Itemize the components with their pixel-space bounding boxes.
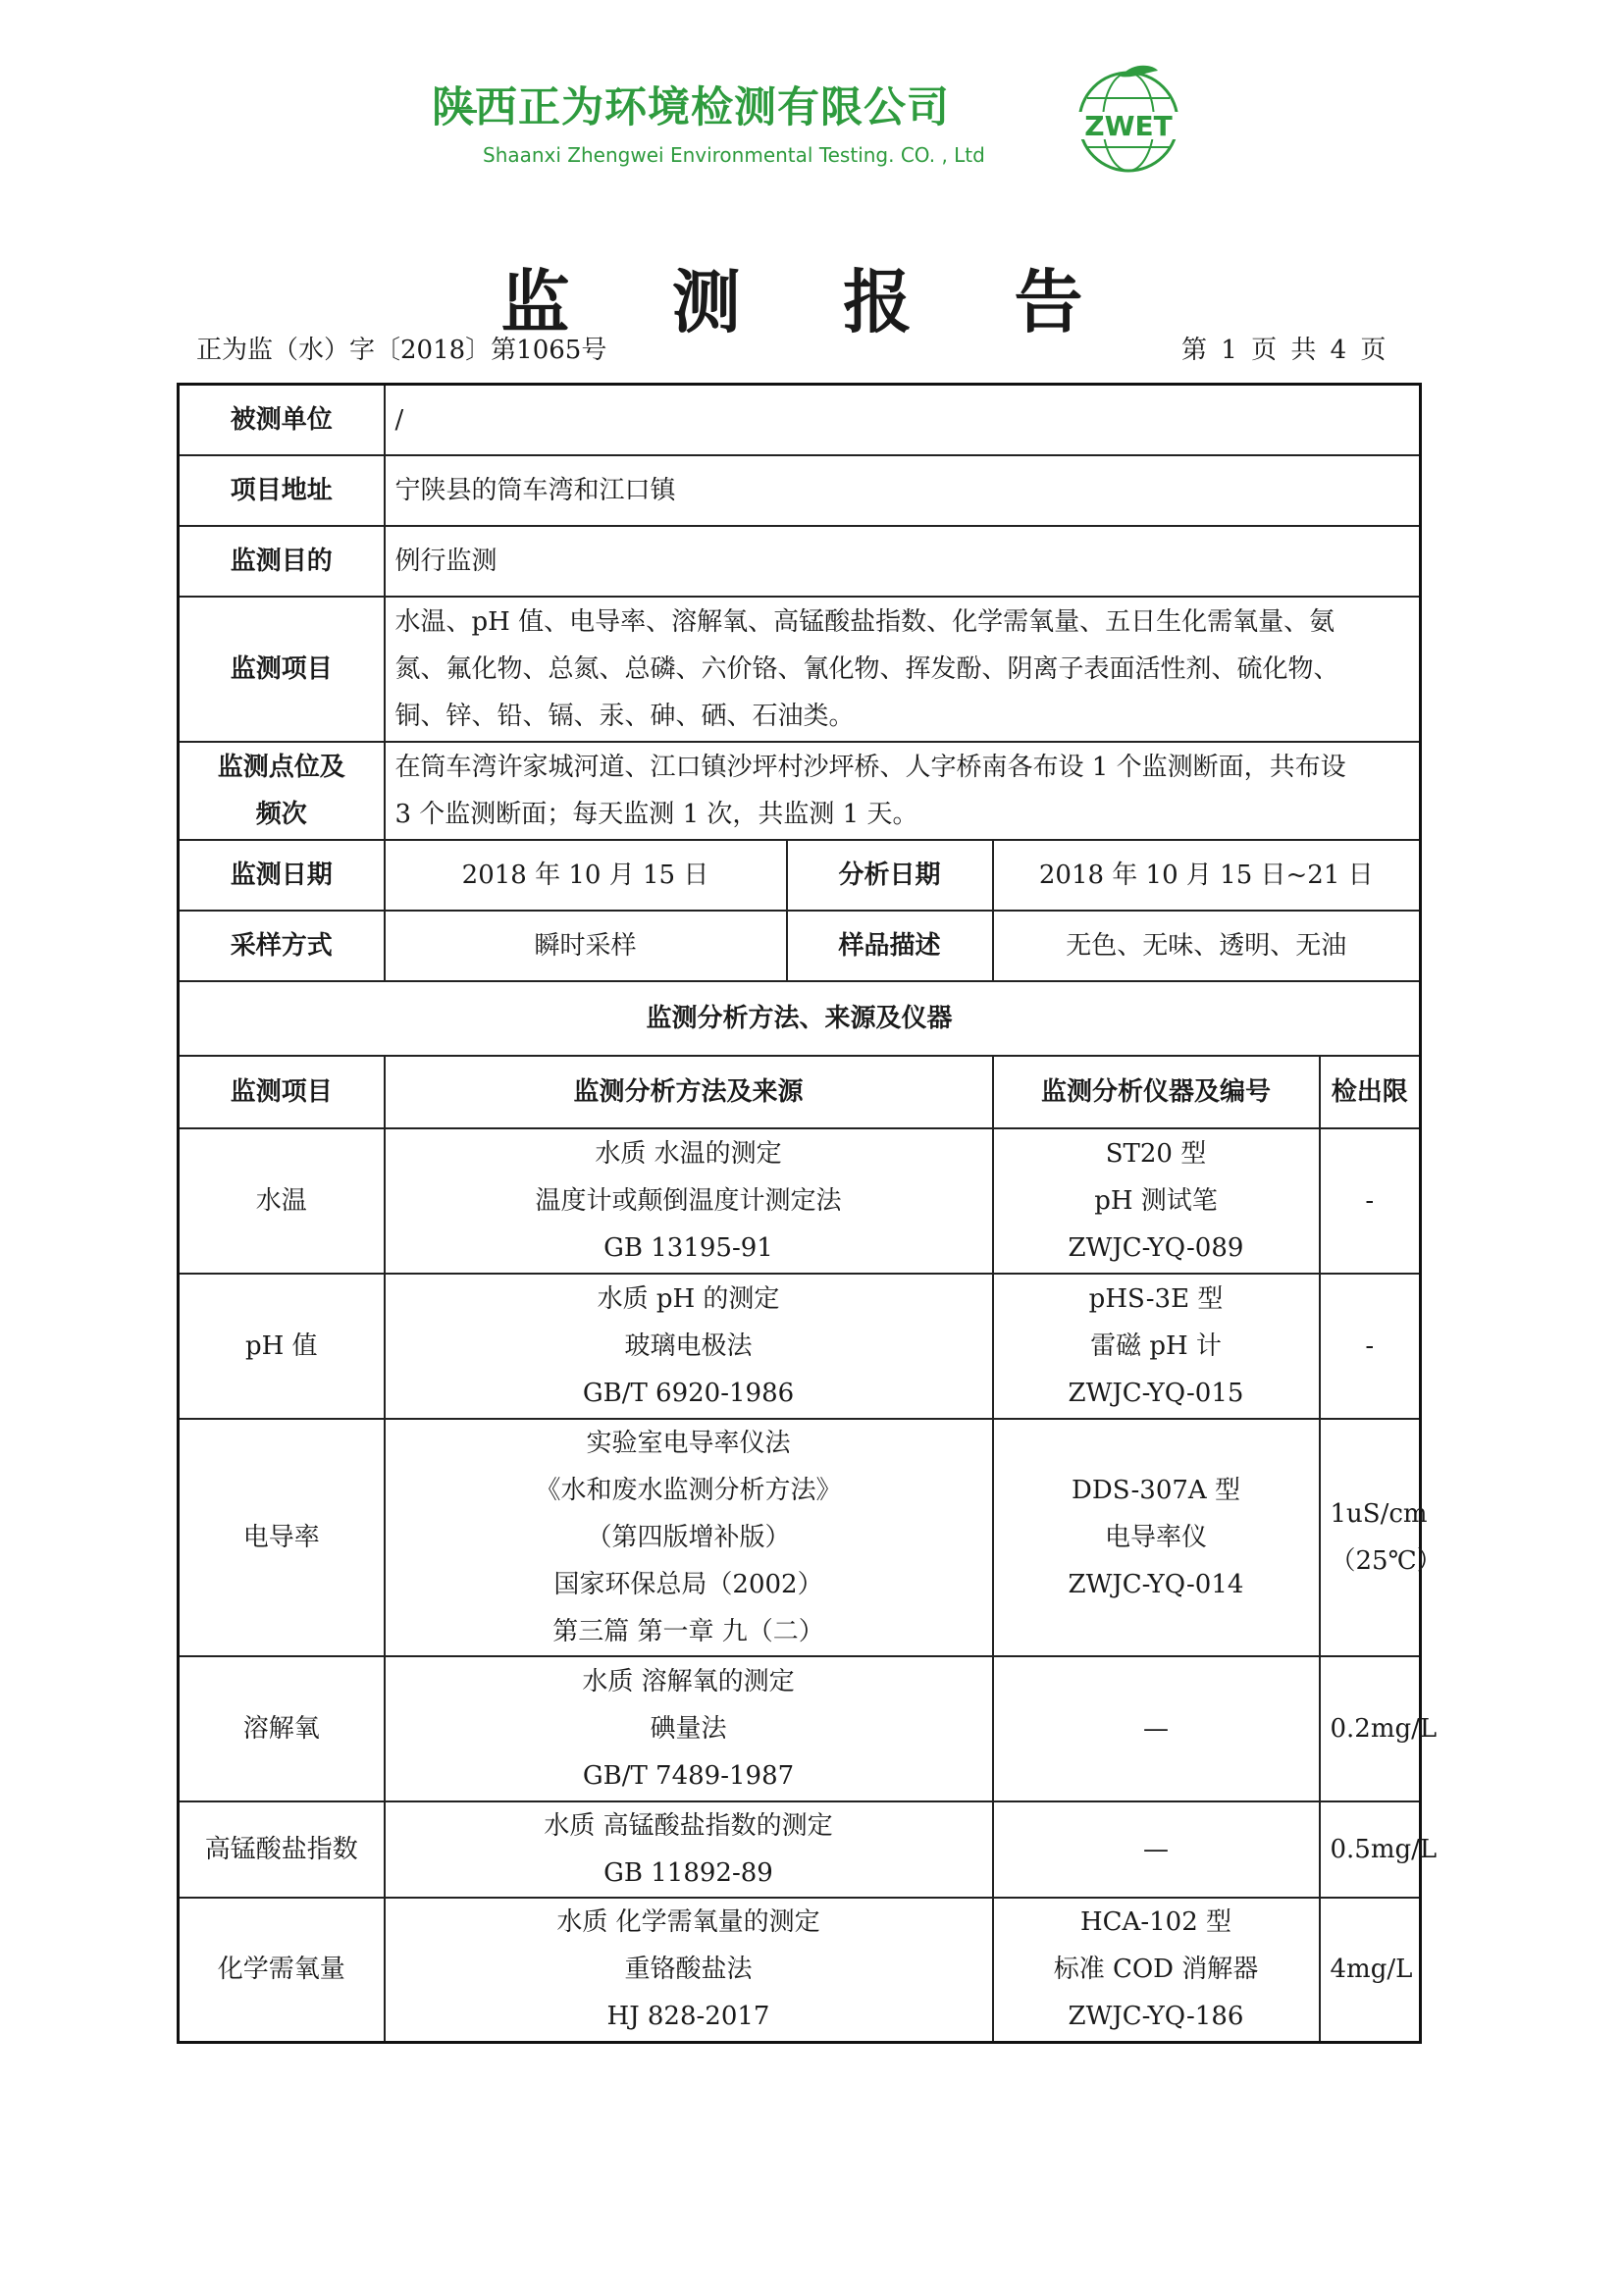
company-name-cn: 陕西正为环境检测有限公司 — [432, 83, 950, 132]
col-header-instrument: 监测分析仪器及编号 — [993, 1056, 1320, 1128]
methods-section-title: 监测分析方法、来源及仪器 — [179, 981, 1421, 1056]
instrument-line: 雷磁 pH 计 — [1090, 1331, 1222, 1361]
points-value — [385, 742, 1421, 840]
info-row-points — [179, 742, 1421, 840]
points-line: 在筒车湾许家城河道、江口镇沙坪村沙坪桥、人字桥南各布设 1 个监测断面，共布设 — [394, 752, 1346, 782]
method-line: 国家环保总局（2002） — [553, 1569, 823, 1599]
method-line: GB/T 7489-1987 — [582, 1760, 795, 1791]
row-item: 高锰酸盐指数 — [179, 1801, 385, 1898]
row-item: 电导率 — [179, 1419, 385, 1656]
info-row-address — [179, 455, 1421, 526]
sampling-value: 瞬时采样 — [385, 911, 787, 981]
row-method — [385, 1801, 993, 1898]
instrument-line: HCA-102 型 — [1079, 1907, 1232, 1938]
company-logo-icon — [1060, 61, 1197, 177]
table-row — [179, 1419, 1421, 1656]
items-line: 水温、pH 值、电导率、溶解氧、高锰酸盐指数、化学需氧量、五日生化需氧量、氨 — [394, 606, 1335, 637]
row-limit: - — [1320, 1274, 1421, 1419]
analysis-date-label: 分析日期 — [787, 840, 993, 911]
row-instrument: — — [993, 1801, 1320, 1898]
address-value: 宁陕县的筒车湾和江口镇 — [385, 455, 1421, 526]
row-instrument — [993, 1898, 1320, 2043]
company-name-en: Shaanxi Zhengwei Environmental Testing. CO. , Ltd — [483, 143, 985, 167]
items-line: 氮、氟化物、总氮、总磷、六价铬、氰化物、挥发酚、阴离子表面活性剂、硫化物、 — [394, 653, 1339, 684]
points-label-line: 监测点位及 — [217, 752, 345, 782]
method-line: 水质 水温的测定 — [595, 1138, 782, 1169]
method-line: 第三篇 第一章 九（二） — [552, 1616, 824, 1646]
sample-desc-label: 样品描述 — [787, 911, 993, 981]
method-line: 重铬酸盐法 — [624, 1955, 753, 1985]
sample-desc-value: 无色、无味、透明、无油 — [993, 911, 1421, 981]
purpose-value: 例行监测 — [385, 526, 1421, 597]
table-row — [179, 1801, 1421, 1898]
row-method — [385, 1128, 993, 1274]
items-line: 铜、锌、铅、镉、汞、砷、硒、石油类。 — [394, 701, 855, 731]
method-line: 水质 高锰酸盐指数的测定 — [544, 1810, 833, 1841]
report-table — [177, 383, 1442, 2044]
method-line: HJ 828-2017 — [606, 2002, 770, 2032]
row-method — [385, 1274, 993, 1419]
instrument-line: ST20 型 — [1105, 1138, 1207, 1169]
table-row — [179, 1656, 1421, 1801]
info-row-sampling — [179, 911, 1421, 981]
instrument-line: pHS-3E 型 — [1088, 1283, 1224, 1314]
instrument-line: 电导率仪 — [1104, 1522, 1207, 1552]
document-number: 正为监（水）字〔2018〕第1065号 — [196, 336, 607, 365]
items-label: 监测项目 — [179, 597, 385, 742]
methods-header-row — [179, 1056, 1421, 1128]
row-limit — [1320, 1419, 1442, 1656]
limit-line: （25℃） — [1330, 1545, 1442, 1576]
date-value: 2018 年 10 月 15 日 — [385, 840, 787, 911]
analysis-date-value: 2018 年 10 月 15 日~21 日 — [993, 840, 1421, 911]
info-row-items — [179, 597, 1421, 742]
points-label — [179, 742, 385, 840]
method-line: 玻璃电极法 — [624, 1331, 753, 1361]
info-row-dates — [179, 840, 1421, 911]
method-line: GB 11892-89 — [603, 1857, 773, 1888]
method-line: （第四版增补版） — [586, 1522, 791, 1552]
instrument-line: 标准 COD 消解器 — [1053, 1955, 1259, 1985]
row-item: 水温 — [179, 1128, 385, 1274]
points-line: 3 个监测断面；每天监测 1 次，共监测 1 天。 — [394, 799, 918, 829]
method-line: GB/T 6920-1986 — [582, 1378, 795, 1408]
logo-text: ZWET — [1084, 110, 1173, 142]
col-header-item: 监测项目 — [179, 1056, 385, 1128]
method-line: 水质 溶解氧的测定 — [582, 1666, 795, 1696]
limit-line: 1uS/cm — [1330, 1498, 1428, 1529]
row-method — [385, 1656, 993, 1801]
table-row — [179, 1898, 1421, 2043]
row-instrument — [993, 1419, 1320, 1656]
col-header-limit: 检出限 — [1320, 1056, 1421, 1128]
unit-label: 被测单位 — [179, 385, 385, 455]
instrument-line: ZWJC-YQ-014 — [1068, 1569, 1244, 1599]
points-label-line: 频次 — [255, 799, 307, 829]
date-label: 监测日期 — [179, 840, 385, 911]
row-limit: - — [1320, 1128, 1421, 1274]
method-line: GB 13195-91 — [603, 1232, 773, 1263]
instrument-line: DDS-307A 型 — [1072, 1475, 1240, 1505]
row-limit: 0.5mg/L — [1320, 1801, 1421, 1898]
method-line: 《水和废水监测分析方法》 — [535, 1475, 842, 1505]
row-limit: 0.2mg/L — [1320, 1656, 1421, 1801]
address-label: 项目地址 — [179, 455, 385, 526]
row-item: pH 值 — [179, 1274, 385, 1419]
info-row-purpose — [179, 526, 1421, 597]
col-header-method: 监测分析方法及来源 — [385, 1056, 993, 1128]
row-limit: 4mg/L — [1320, 1898, 1421, 2043]
method-line: 实验室电导率仪法 — [586, 1428, 791, 1458]
row-item: 化学需氧量 — [179, 1898, 385, 2043]
methods-section-row — [179, 981, 1421, 1056]
row-method — [385, 1419, 993, 1656]
table-row — [179, 1128, 1421, 1274]
row-instrument: — — [993, 1656, 1320, 1801]
page-number: 第 1 页 共 4 页 — [1181, 336, 1387, 365]
company-header — [432, 61, 1217, 179]
method-line: 碘量法 — [650, 1713, 727, 1744]
method-line: 温度计或颠倒温度计测定法 — [535, 1185, 842, 1216]
report-title: 监 测 报 告 — [500, 261, 1123, 342]
instrument-line: ZWJC-YQ-089 — [1068, 1232, 1244, 1263]
method-line: 水质 pH 的测定 — [597, 1283, 780, 1314]
table-row — [179, 1274, 1421, 1419]
instrument-line: ZWJC-YQ-015 — [1068, 1378, 1244, 1408]
purpose-label: 监测目的 — [179, 526, 385, 597]
row-item: 溶解氧 — [179, 1656, 385, 1801]
row-method — [385, 1898, 993, 2043]
items-value — [385, 597, 1421, 742]
instrument-line: ZWJC-YQ-186 — [1068, 2002, 1244, 2032]
row-instrument — [993, 1128, 1320, 1274]
sampling-label: 采样方式 — [179, 911, 385, 981]
row-instrument — [993, 1274, 1320, 1419]
instrument-line: pH 测试笔 — [1094, 1185, 1218, 1216]
method-line: 水质 化学需氧量的测定 — [556, 1907, 820, 1938]
unit-value: / — [385, 385, 1421, 455]
info-row-unit — [179, 385, 1421, 455]
